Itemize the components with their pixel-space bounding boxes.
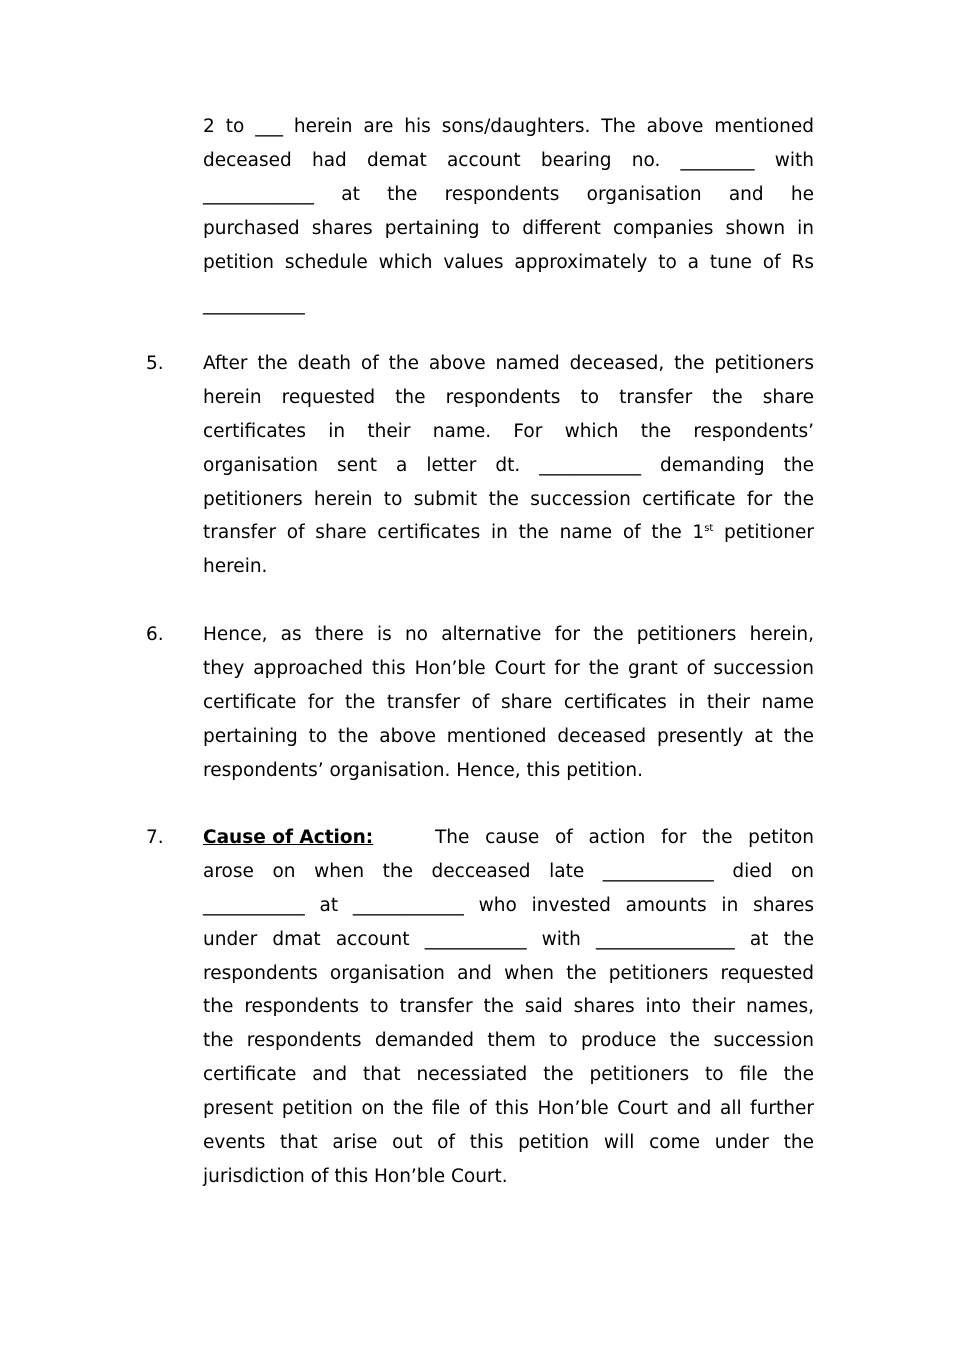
paragraph-line-with-superscript [203,516,814,550]
line-text: transfer of share certificates in the name of the 1 [203,522,705,544]
paragraph-line: they approached this Hon’ble Court for the grant of succession [203,657,814,679]
paragraph-line: petitioners herein to submit the succession certificate for the [203,488,814,510]
paragraph-5 [203,347,814,584]
paragraph-line: pertaining to the above mentioned deceased presently at the [203,725,814,747]
cause-of-action-heading: Cause of Action: [203,827,374,848]
paragraph-number: 6. [146,624,164,645]
paragraph-line: under dmat account ___________ with _______________ at the [203,928,814,950]
paragraph-line: herein. [203,556,268,578]
paragraph-line: herein requested the respondents to transfer the share [203,386,814,408]
paragraph-line: jurisdiction of this Hon’ble Court. [203,1165,508,1187]
paragraph-line: certificate for the transfer of share certificates in their name [203,691,814,713]
paragraph-line: respondents organisation and when the petitioners requested [203,962,814,984]
paragraph-7 [203,821,814,1194]
paragraph-line: the respondents demanded them to produce the succession [203,1030,814,1052]
line-text: The cause of action for the petiton [435,827,814,848]
paragraph-number: 7. [146,827,164,848]
paragraph-first-line [203,821,814,855]
paragraph-line: present petition on the file of this Hon’ble Court and all further [203,1098,814,1120]
paragraph-line: events that arise out of this petition will come under the [203,1132,814,1154]
paragraph-line: ___________ [203,294,305,316]
paragraph-line: respondents’ organisation. Hence, this petition. [203,759,644,781]
paragraph-line: 2 to ___ herein are his sons/daughters. The above mentioned [203,116,814,137]
line-text: petitioner [713,522,814,544]
paragraph-line: certificate and that necessiated the petitioners to file the [203,1064,814,1086]
paragraph-number: 5. [146,353,164,374]
ordinal-superscript: st [704,523,714,535]
paragraph-line: organisation sent a letter dt. ___________ demanding the [203,454,814,476]
paragraph-line: ____________ at the respondents organisation and he [203,183,814,205]
paragraph-line: After the death of the above named deceased, the petitioners [203,353,814,374]
paragraph-line: the respondents to transfer the said shares into their names, [203,996,814,1018]
paragraph-4-continued [203,110,814,322]
paragraph-line: deceased had demat account bearing no. ________ with [203,149,814,171]
paragraph-line: certificates in their name. For which the respondents’ [203,420,814,442]
paragraph-line: arose on when the deccease​d late ____________ died on [203,860,814,882]
paragraph-line: purchased shares pertaining to different companies shown in [203,217,814,239]
paragraph-line: petition schedule which values approximately to a tune of Rs [203,251,814,273]
paragraph-line: Hence, as there is no alternative for the petitioners herein, [203,624,814,645]
paragraph-line: ___________ at ____________ who invested amounts in shares [203,894,814,916]
paragraph-6 [203,618,814,787]
